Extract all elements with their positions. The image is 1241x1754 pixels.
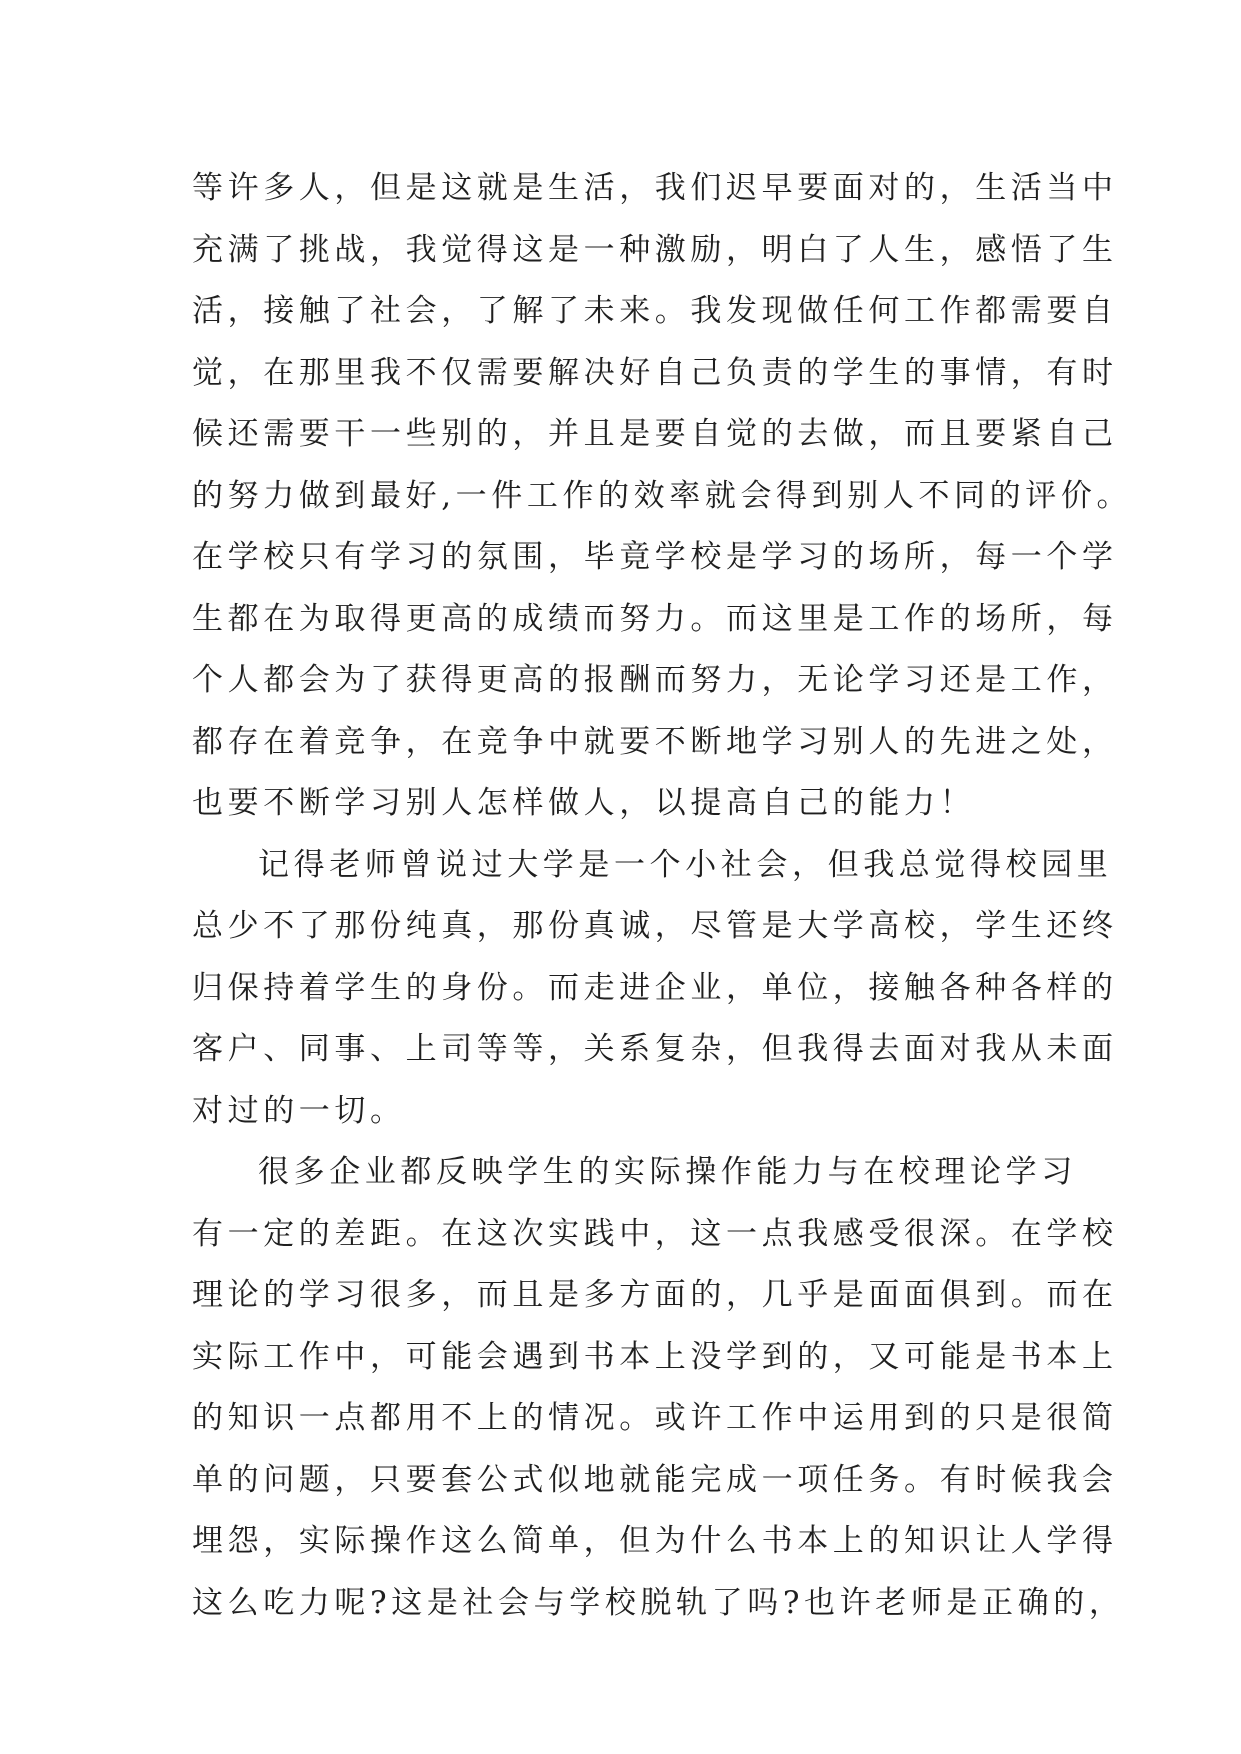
text-line: 等许多人，但是这就是生活，我们迟早要面对的，生活当中 xyxy=(192,170,1118,206)
paragraph-start-line: 很多企业都反映学生的实际操作能力与在校理论学习 xyxy=(258,1154,1077,1190)
paragraph-start-line: 记得老师曾说过大学是一个小社会，但我总觉得校园里 xyxy=(258,846,1113,883)
text-line: 有一定的差距。在这次实践中，这一点我感受很深。在学校 xyxy=(192,1215,1118,1252)
text-line: 觉，在那里我不仅需要解决好自己负责的学生的事情，有时 xyxy=(192,354,1118,391)
text-line: 埋怨，实际操作这么简单，但为什么书本上的知识让人学得 xyxy=(192,1523,1118,1559)
text-line: 实际工作中，可能会遇到书本上没学到的，又可能是书本上 xyxy=(192,1338,1118,1375)
text-line: 也要不断学习别人怎样做人，以提高自己的能力！ xyxy=(192,785,976,821)
text-line: 在学校只有学习的氛围，毕竟学校是学习的场所，每一个学 xyxy=(192,539,1118,575)
text-line: 总少不了那份纯真，那份真诚，尽管是大学高校，学生还终 xyxy=(192,908,1118,944)
text-line: 个人都会为了获得更高的报酬而努力，无论学习还是工作， xyxy=(192,662,1118,698)
text-line: 的努力做到最好,一件工作的效率就会得到别人不同的评价。 xyxy=(192,477,1133,514)
body-text xyxy=(192,158,1133,1634)
text-line: 客户、同事、上司等等，关系复杂，但我得去面对我从未面 xyxy=(192,1031,1118,1067)
text-line: 对过的一切。 xyxy=(192,1092,406,1129)
text-line: 候还需要干一些别的，并且是要自觉的去做，而且要紧自己 xyxy=(192,416,1118,452)
text-line: 归保持着学生的身份。而走进企业，单位，接触各种各样的 xyxy=(192,969,1118,1006)
text-line: 充满了挑战，我觉得这是一种激励，明白了人生，感悟了生 xyxy=(192,231,1118,268)
text-line: 生都在为取得更高的成绩而努力。而这里是工作的场所，每 xyxy=(192,600,1118,637)
text-line: 的知识一点都用不上的情况。或许工作中运用到的只是很简 xyxy=(192,1400,1118,1436)
text-line: 这么吃力呢?这是社会与学校脱轨了吗?也许老师是正确的， xyxy=(192,1584,1125,1621)
text-line: 理论的学习很多，而且是多方面的，几乎是面面俱到。而在 xyxy=(192,1277,1118,1313)
text-line: 活，接触了社会，了解了未来。我发现做任何工作都需要自 xyxy=(192,293,1118,329)
text-line: 都存在着竞争，在竞争中就要不断地学习别人的先进之处， xyxy=(192,723,1118,760)
text-line: 单的问题，只要套公式似地就能完成一项任务。有时候我会 xyxy=(192,1461,1118,1498)
